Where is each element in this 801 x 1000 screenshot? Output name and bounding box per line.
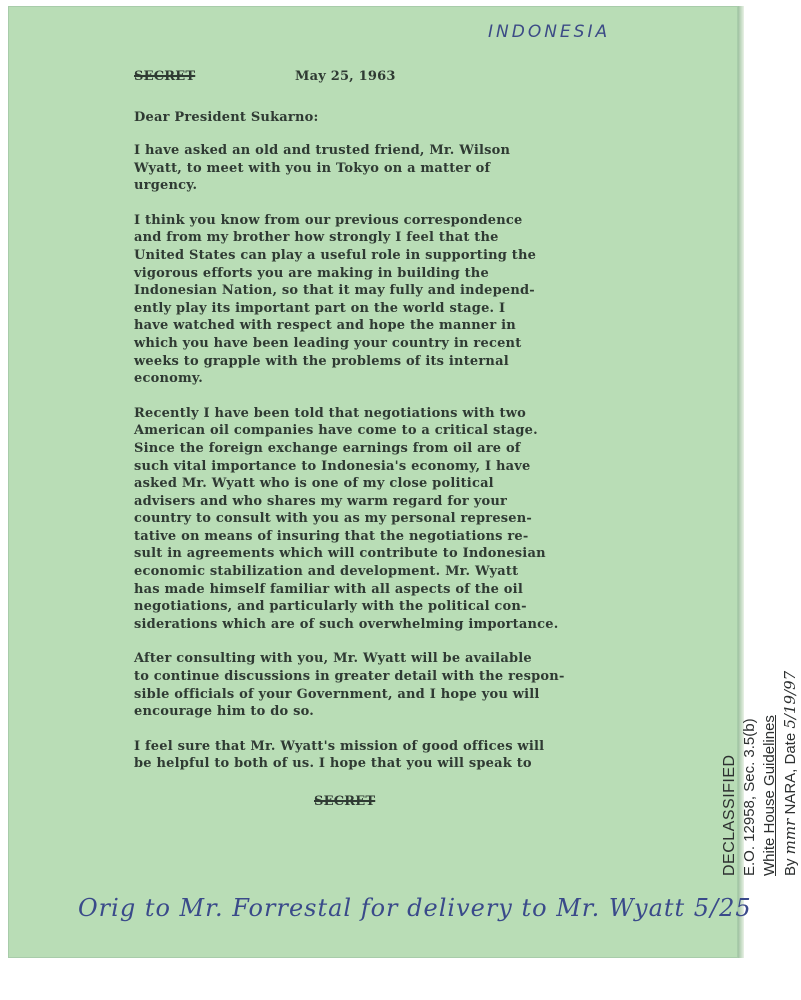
text-line: asked Mr. Wyatt who is one of my close political [134, 476, 494, 492]
text-line: urgency. [134, 178, 198, 194]
paragraph-5 [134, 738, 579, 773]
paragraph-4 [134, 650, 579, 720]
handwritten-country-label: INDONESIA [488, 22, 611, 42]
paragraph-2 [134, 212, 579, 388]
text-line: I feel sure that Mr. Wyatt's mission of good offices will [134, 738, 545, 754]
paragraph-3 [134, 405, 579, 634]
text-line: siderations which are of such overwhelming importance. [134, 616, 559, 632]
text-line: After consulting with you, Mr. Wyatt will be available [134, 651, 532, 667]
reviewer-agency: NARA, Date [782, 732, 799, 815]
text-line: have watched with respect and hope the manner in [134, 318, 516, 334]
text-line: negotiations, and particularly with the political con- [134, 599, 527, 615]
text-line: such vital importance to Indonesia's economy, I have [134, 458, 531, 474]
letter-body [134, 142, 579, 790]
reviewer-date: 5/19/97 [781, 670, 799, 729]
reviewer-line [780, 671, 801, 876]
declassified-heading: DECLASSIFIED [721, 754, 738, 876]
text-line: Since the foreign exchange earnings from oil are of [134, 440, 521, 456]
text-line: economic stabilization and development. Mr. Wyatt [134, 564, 519, 580]
text-line: Recently I have been told that negotiations with two [134, 405, 526, 421]
executive-order-reference: E.O. 12958, Sec. 3.5(b) [741, 718, 758, 876]
text-line: sible officials of your Government, and I hope you will [134, 686, 540, 702]
paragraph-1 [134, 142, 579, 195]
declassification-stamp [720, 671, 801, 876]
classification-marking-bottom: SECRET [314, 794, 376, 809]
text-line: tative on means of insuring that the negotiations re- [134, 528, 529, 544]
text-line: vigorous efforts you are making in building the [134, 265, 489, 281]
text-line: weeks to grapple with the problems of its internal [134, 353, 509, 369]
text-line: United States can play a useful role in supporting the [134, 247, 537, 263]
text-line: which you have been leading your country in recent [134, 335, 522, 351]
guidelines-reference: White House Guidelines [761, 715, 778, 876]
text-line: has made himself familiar with all aspects of the oil [134, 581, 523, 597]
reviewer-prefix: By [782, 858, 799, 876]
text-line: I have asked an old and trusted friend, Mr. Wilson [134, 143, 511, 158]
text-line: encourage him to do so. [134, 704, 314, 720]
document-page [8, 6, 799, 958]
text-line: economy. [134, 371, 203, 387]
text-line: advisers and who shares my warm regard for your [134, 493, 508, 509]
text-line: and from my brother how strongly I feel that the [134, 230, 499, 246]
text-line: Wyatt, to meet with you in Tokyo on a matter of [134, 160, 491, 176]
text-line: sult in agreements which will contribute to Indonesian [134, 546, 546, 562]
text-line: ently play its important part on the world stage. I [134, 300, 506, 316]
text-line: I think you know from our previous correspondence [134, 212, 523, 228]
letter-date: May 25, 1963 [295, 69, 396, 84]
reviewer-initials: mmr [781, 818, 799, 855]
text-line: country to consult with you as my personal represen- [134, 511, 533, 527]
text-line: to continue discussions in greater detail with the respon- [134, 669, 565, 685]
text-line: be helpful to both of us. I hope that you will speak to [134, 756, 532, 772]
salutation: Dear President Sukarno: [134, 110, 319, 125]
classification-marking-top: SECRET [134, 69, 196, 84]
text-line: Indonesian Nation, so that it may fully and independ- [134, 283, 535, 299]
handwritten-routing-note: Orig to Mr. Forrestal for delivery to Mr. Wyatt 5/25 [78, 894, 752, 922]
text-line: American oil companies have come to a critical stage. [134, 423, 538, 439]
